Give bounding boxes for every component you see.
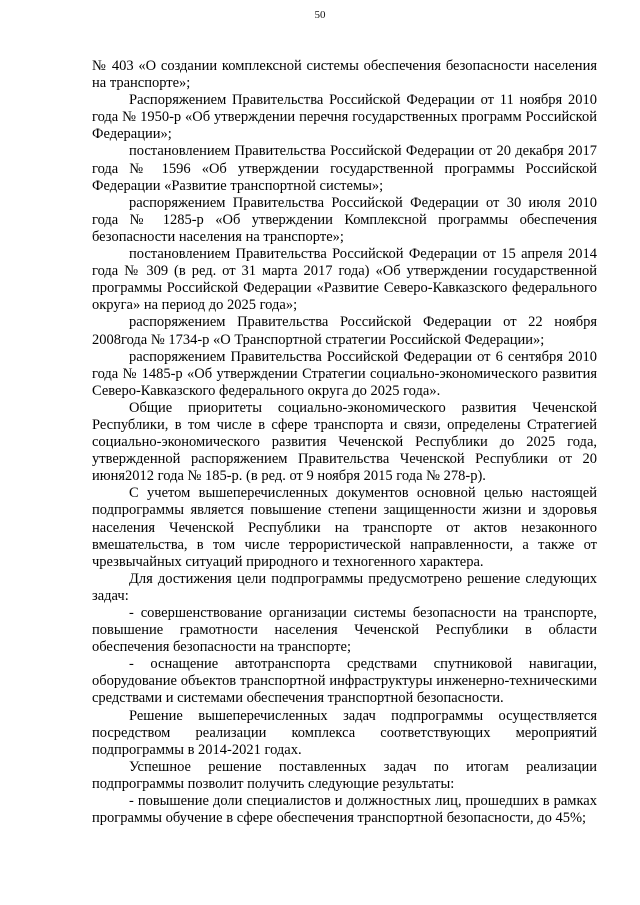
paragraph: распоряжением Правительства Российской Федерации от 6 сентября 2010 года № 1485-р «Об утверждении Стратегии социально-экономического развития Северо-Кавказского федерального округа до 2025 года».: [92, 348, 597, 399]
paragraph: № 403 «О создании комплексной системы обеспечения безопасности населения на транспорте»;: [92, 58, 597, 92]
paragraph: С учетом вышеперечисленных документов основной целью настоящей подпрограммы является повышение степени защищенности жизни и здоровья населения Чеченской Республики на транспорте от актов незаконного вмешательства, в том числе террористической направленности, а также от чрезвычайных ситуаций природного и техногенного характера.: [92, 485, 597, 570]
paragraph: распоряжением Правительства Российской Федерации от 30 июля 2010 года № 1285-р «Об утверждении Комплексной программы обеспечения безопасности населения на транспорте»;: [92, 194, 597, 245]
paragraph: Общие приоритеты социально-экономического развития Чеченской Республики, в том числе в сфере транспорта и связи, определены Стратегией социально-экономического развития Чеченской Республики до 2025 года, утвержденной распоряжением Правительства Чеченской Республики от 20 июня2012 года № 185-р. (в ред. от 9 ноября 2015 года № 278-р).: [92, 399, 597, 485]
paragraph: постановлением Правительства Российской Федерации от 15 апреля 2014 года № 309 (в ред. от 31 марта 2017 года) «Об утверждении государственной программы Российской Федерации «Развитие Северо-Кавказского федерального округа» на период до 2025 года»;: [92, 246, 597, 314]
document-body: [92, 58, 597, 827]
paragraph: постановлением Правительства Российской Федерации от 20 декабря 2017 года № 1596 «Об утверждении государственной программы Российской Федерации «Развитие транспортной системы»;: [92, 143, 597, 194]
paragraph: Решение вышеперечисленных задач подпрограммы осуществляется посредством реализации комплекса соответствующих мероприятий подпрограммы в 2014-2021 годах.: [92, 707, 597, 758]
paragraph: Для достижения цели подпрограммы предусмотрено решение следующих задач:: [92, 570, 597, 604]
list-item: - совершенствование организации системы безопасности на транспорте, повышение грамотности населения Чеченской Республики в области обеспечения безопасности на транспорте;: [92, 605, 597, 656]
paragraph: Распоряжением Правительства Российской Федерации от 11 ноября 2010 года № 1950-р «Об утверждении перечня государственных программ Российской Федерации»;: [92, 92, 597, 143]
paragraph: распоряжением Правительства Российской Федерации от 22 ноября 2008года № 1734-р «О Транспортной стратегии Российской Федерации»;: [92, 314, 597, 348]
page-number: 50: [314, 9, 326, 21]
paragraph: Успешное решение поставленных задач по итогам реализации подпрограммы позволит получить следующие результаты:: [92, 758, 597, 792]
list-item: - оснащение автотранспорта средствами спутниковой навигации, оборудование объектов транспортной инфраструктуры инженерно-техническими средствами и системами обеспечения транспортной безопасности.: [92, 656, 597, 707]
list-item: - повышение доли специалистов и должностных лиц, прошедших в рамках программы обучение в сфере обеспечения транспортной безопасности, до 45%;: [92, 793, 597, 827]
